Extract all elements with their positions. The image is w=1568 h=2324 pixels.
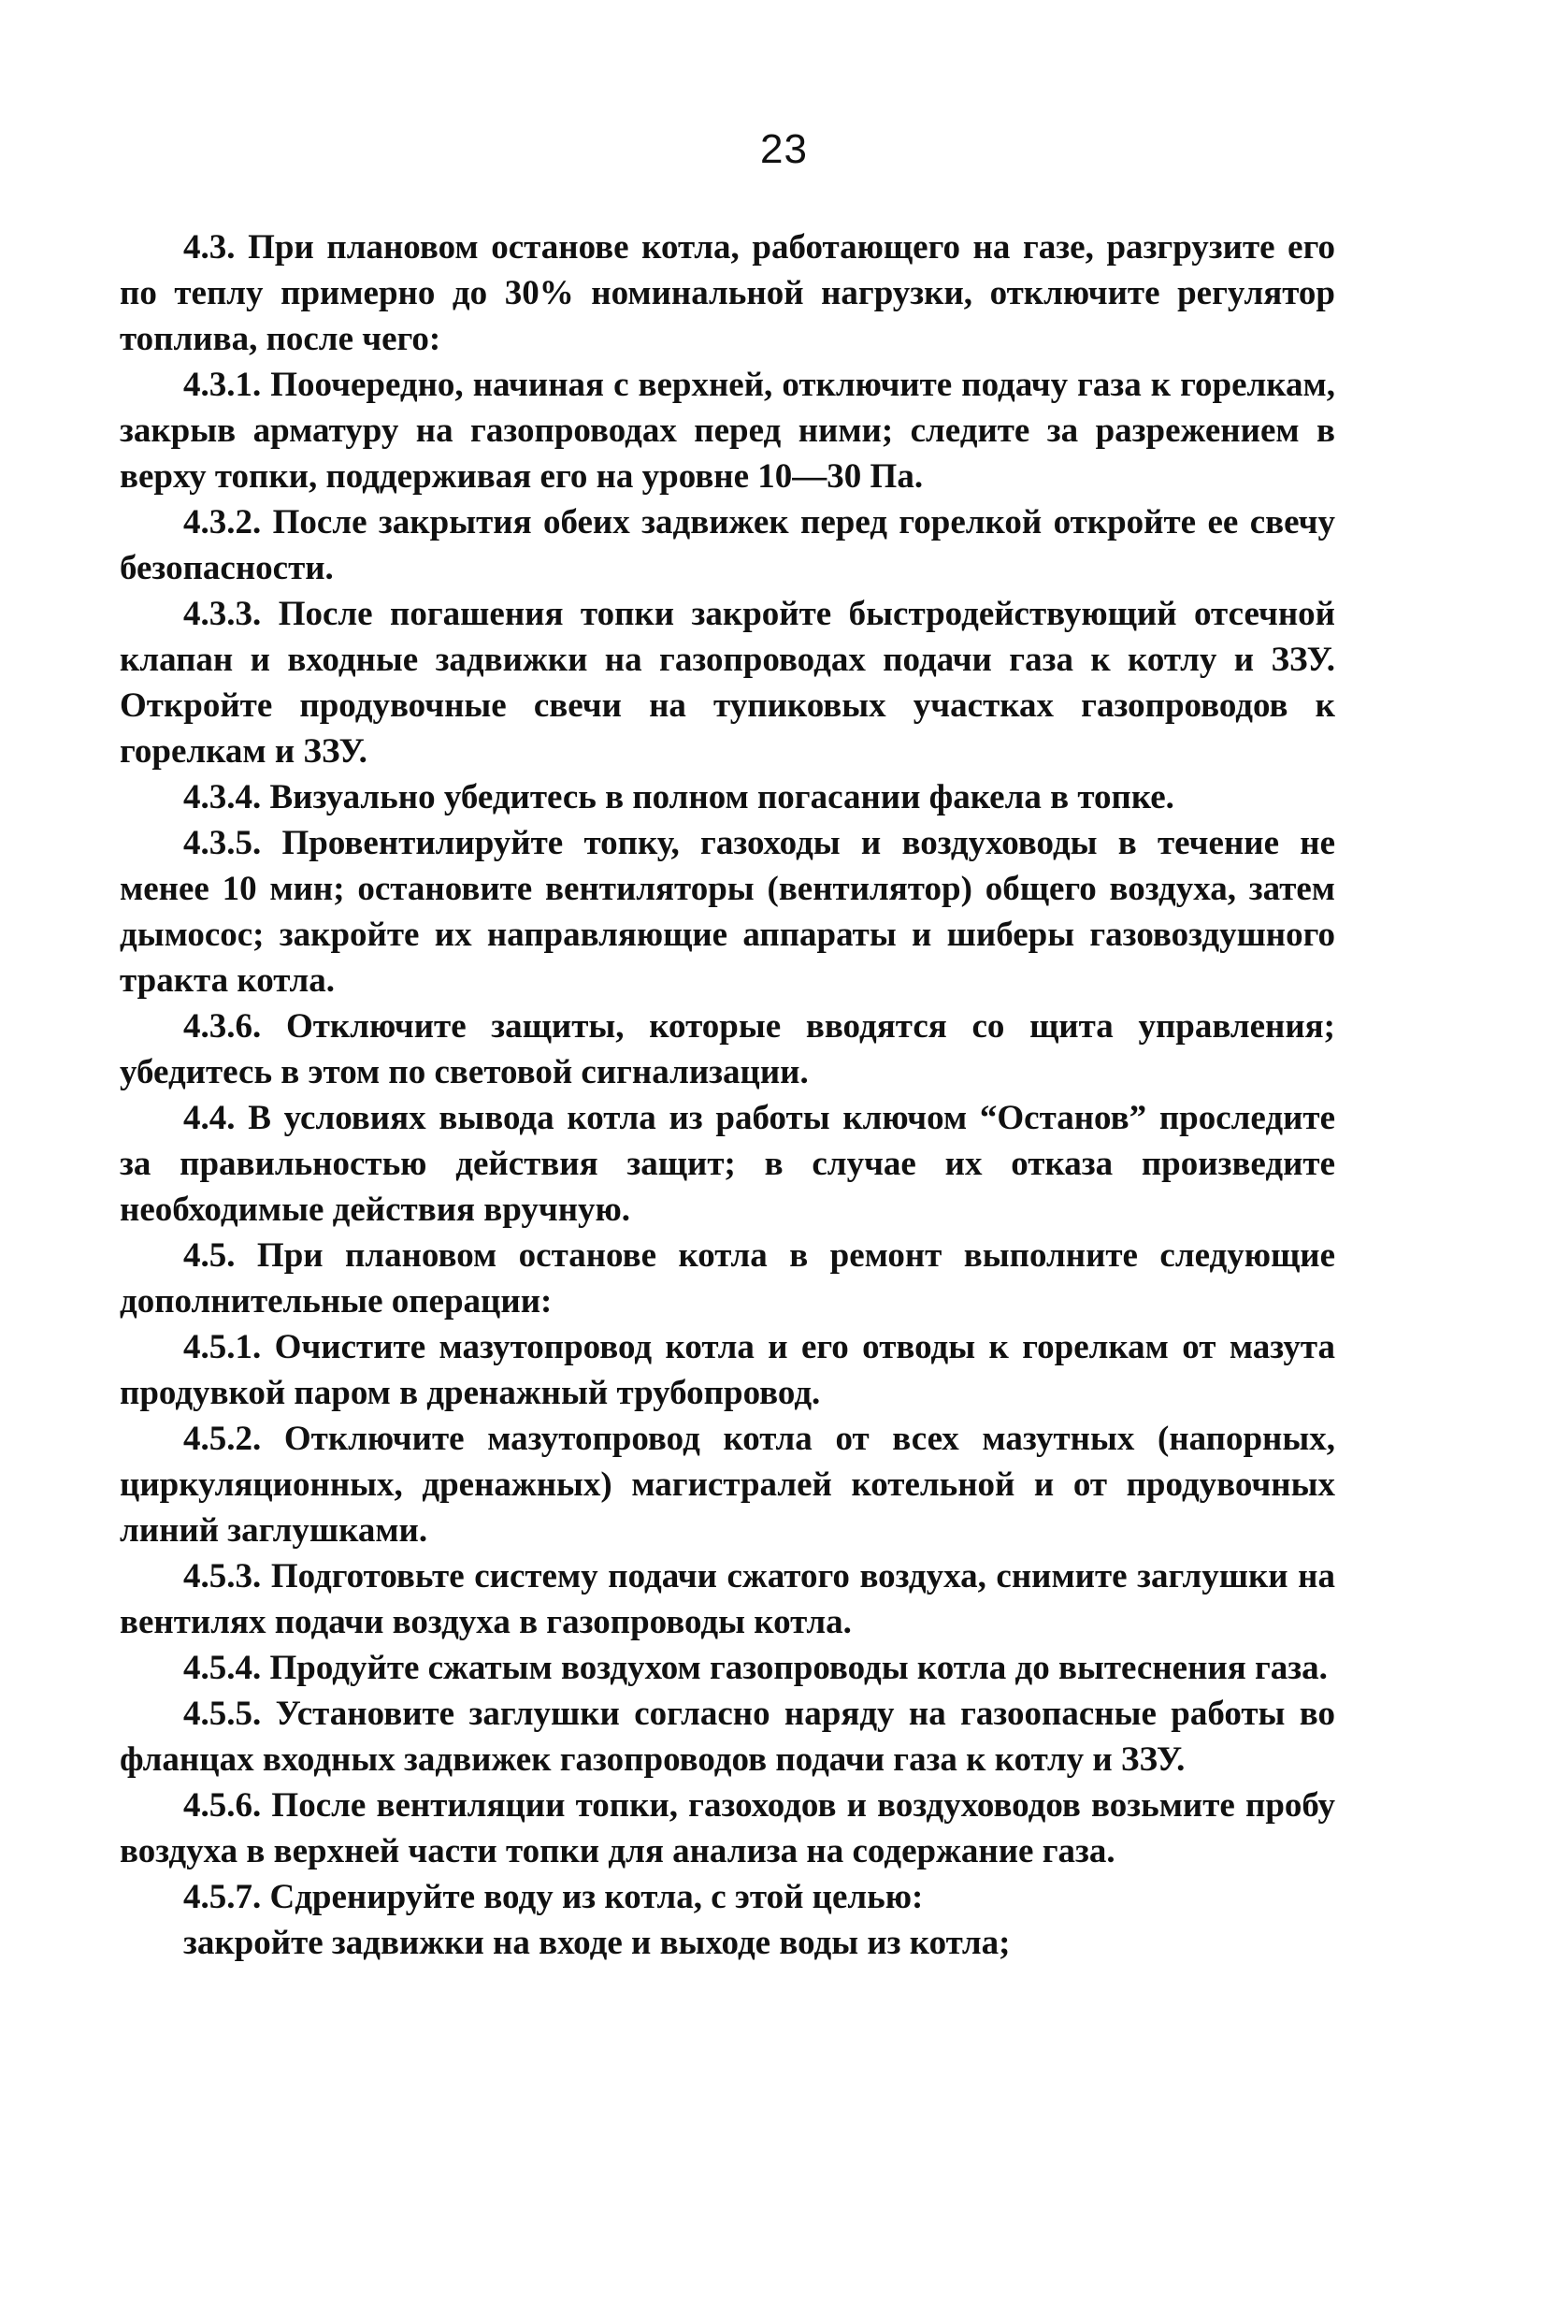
paragraph-4-3-5: 4.3.5. Провентилируйте топку, газоходы и воздуховоды в течение не менее 10 мин; остановите вентиляторы (вентилятор) общего воздуха, затем дымосос; закройте их направляющие аппараты и шиберы газовоздушного тракта котла.	[120, 824, 1335, 1000]
paragraph-4-4: 4.4. В условиях вывода котла из работы ключом “Останов” проследите за правильностью действия защит; в случае их отказа произведите необходимые действия вручную.	[120, 1099, 1335, 1229]
paragraph-continuation: закройте задвижки на входе и выходе воды из котла;	[183, 1924, 1011, 1962]
paragraph-4-3-4: 4.3.4. Визуально убедитесь в полном погасании факела в топке.	[183, 778, 1174, 816]
paragraph-4-5-5: 4.5.5. Установите заглушки согласно наряду на газоопасные работы во фланцах входных задвижек газопроводов подачи газа к котлу и ЗЗУ.	[120, 1695, 1335, 1779]
paragraph-4-5-4: 4.5.4. Продуйте сжатым воздухом газопроводы котла до вытеснения газа.	[183, 1649, 1328, 1687]
paragraph-4-5: 4.5. При плановом останове котла в ремонт выполните следующие дополнительные операции:	[120, 1236, 1335, 1321]
body-text	[120, 224, 1335, 1966]
paragraph-4-5-3: 4.5.3. Подготовьте систему подачи сжатого воздуха, снимите заглушки на вентилях подачи воздуха в газопроводы котла.	[120, 1557, 1335, 1641]
paragraph-4-3-6: 4.3.6. Отключите защиты, которые вводятся со щита управления; убедитесь в этом по световой сигнализации.	[120, 1007, 1335, 1091]
page-number: 23	[760, 126, 808, 172]
paragraph-4-5-1: 4.5.1. Очистите мазутопровод котла и его отводы к горелкам от мазута продувкой паром в дренажный трубопровод.	[120, 1328, 1335, 1412]
paragraph-4-5-2: 4.5.2. Отключите мазутопровод котла от всех мазутных (напорных, циркуляционных, дренажных) магистралей котельной и от продувочных линий заглушками.	[120, 1420, 1335, 1550]
paragraph-4-3-3: 4.3.3. После погашения топки закройте быстродействующий отсечной клапан и входные задвижки на газопроводах подачи газа к котлу и ЗЗУ. Откройте продувочные свечи на тупиковых участках газопроводов к горелкам и ЗЗУ.	[120, 595, 1335, 771]
paragraph-4-5-6: 4.5.6. После вентиляции топки, газоходов и воздуховодов возьмите пробу воздуха в верхней части топки для анализа на содержание газа.	[120, 1786, 1335, 1870]
paragraph-4-3-1: 4.3.1. Поочередно, начиная с верхней, отключите подачу газа к горелкам, закрыв арматуру на газопроводах перед ними; следите за разрежением в верху топки, поддерживая его на уровне 10—30 Па.	[120, 366, 1335, 496]
paragraph-4-3-2: 4.3.2. После закрытия обеих задвижек перед горелкой откройте ее свечу безопасности.	[120, 503, 1335, 587]
paragraph-4-3: 4.3. При плановом останове котла, работающего на газе, разгрузите его по теплу примерно до 30% номинальной нагрузки, отключите регулятор топлива, после чего:	[120, 228, 1335, 358]
paragraph-4-5-7: 4.5.7. Сдренируйте воду из котла, с этой целью:	[183, 1878, 924, 1916]
